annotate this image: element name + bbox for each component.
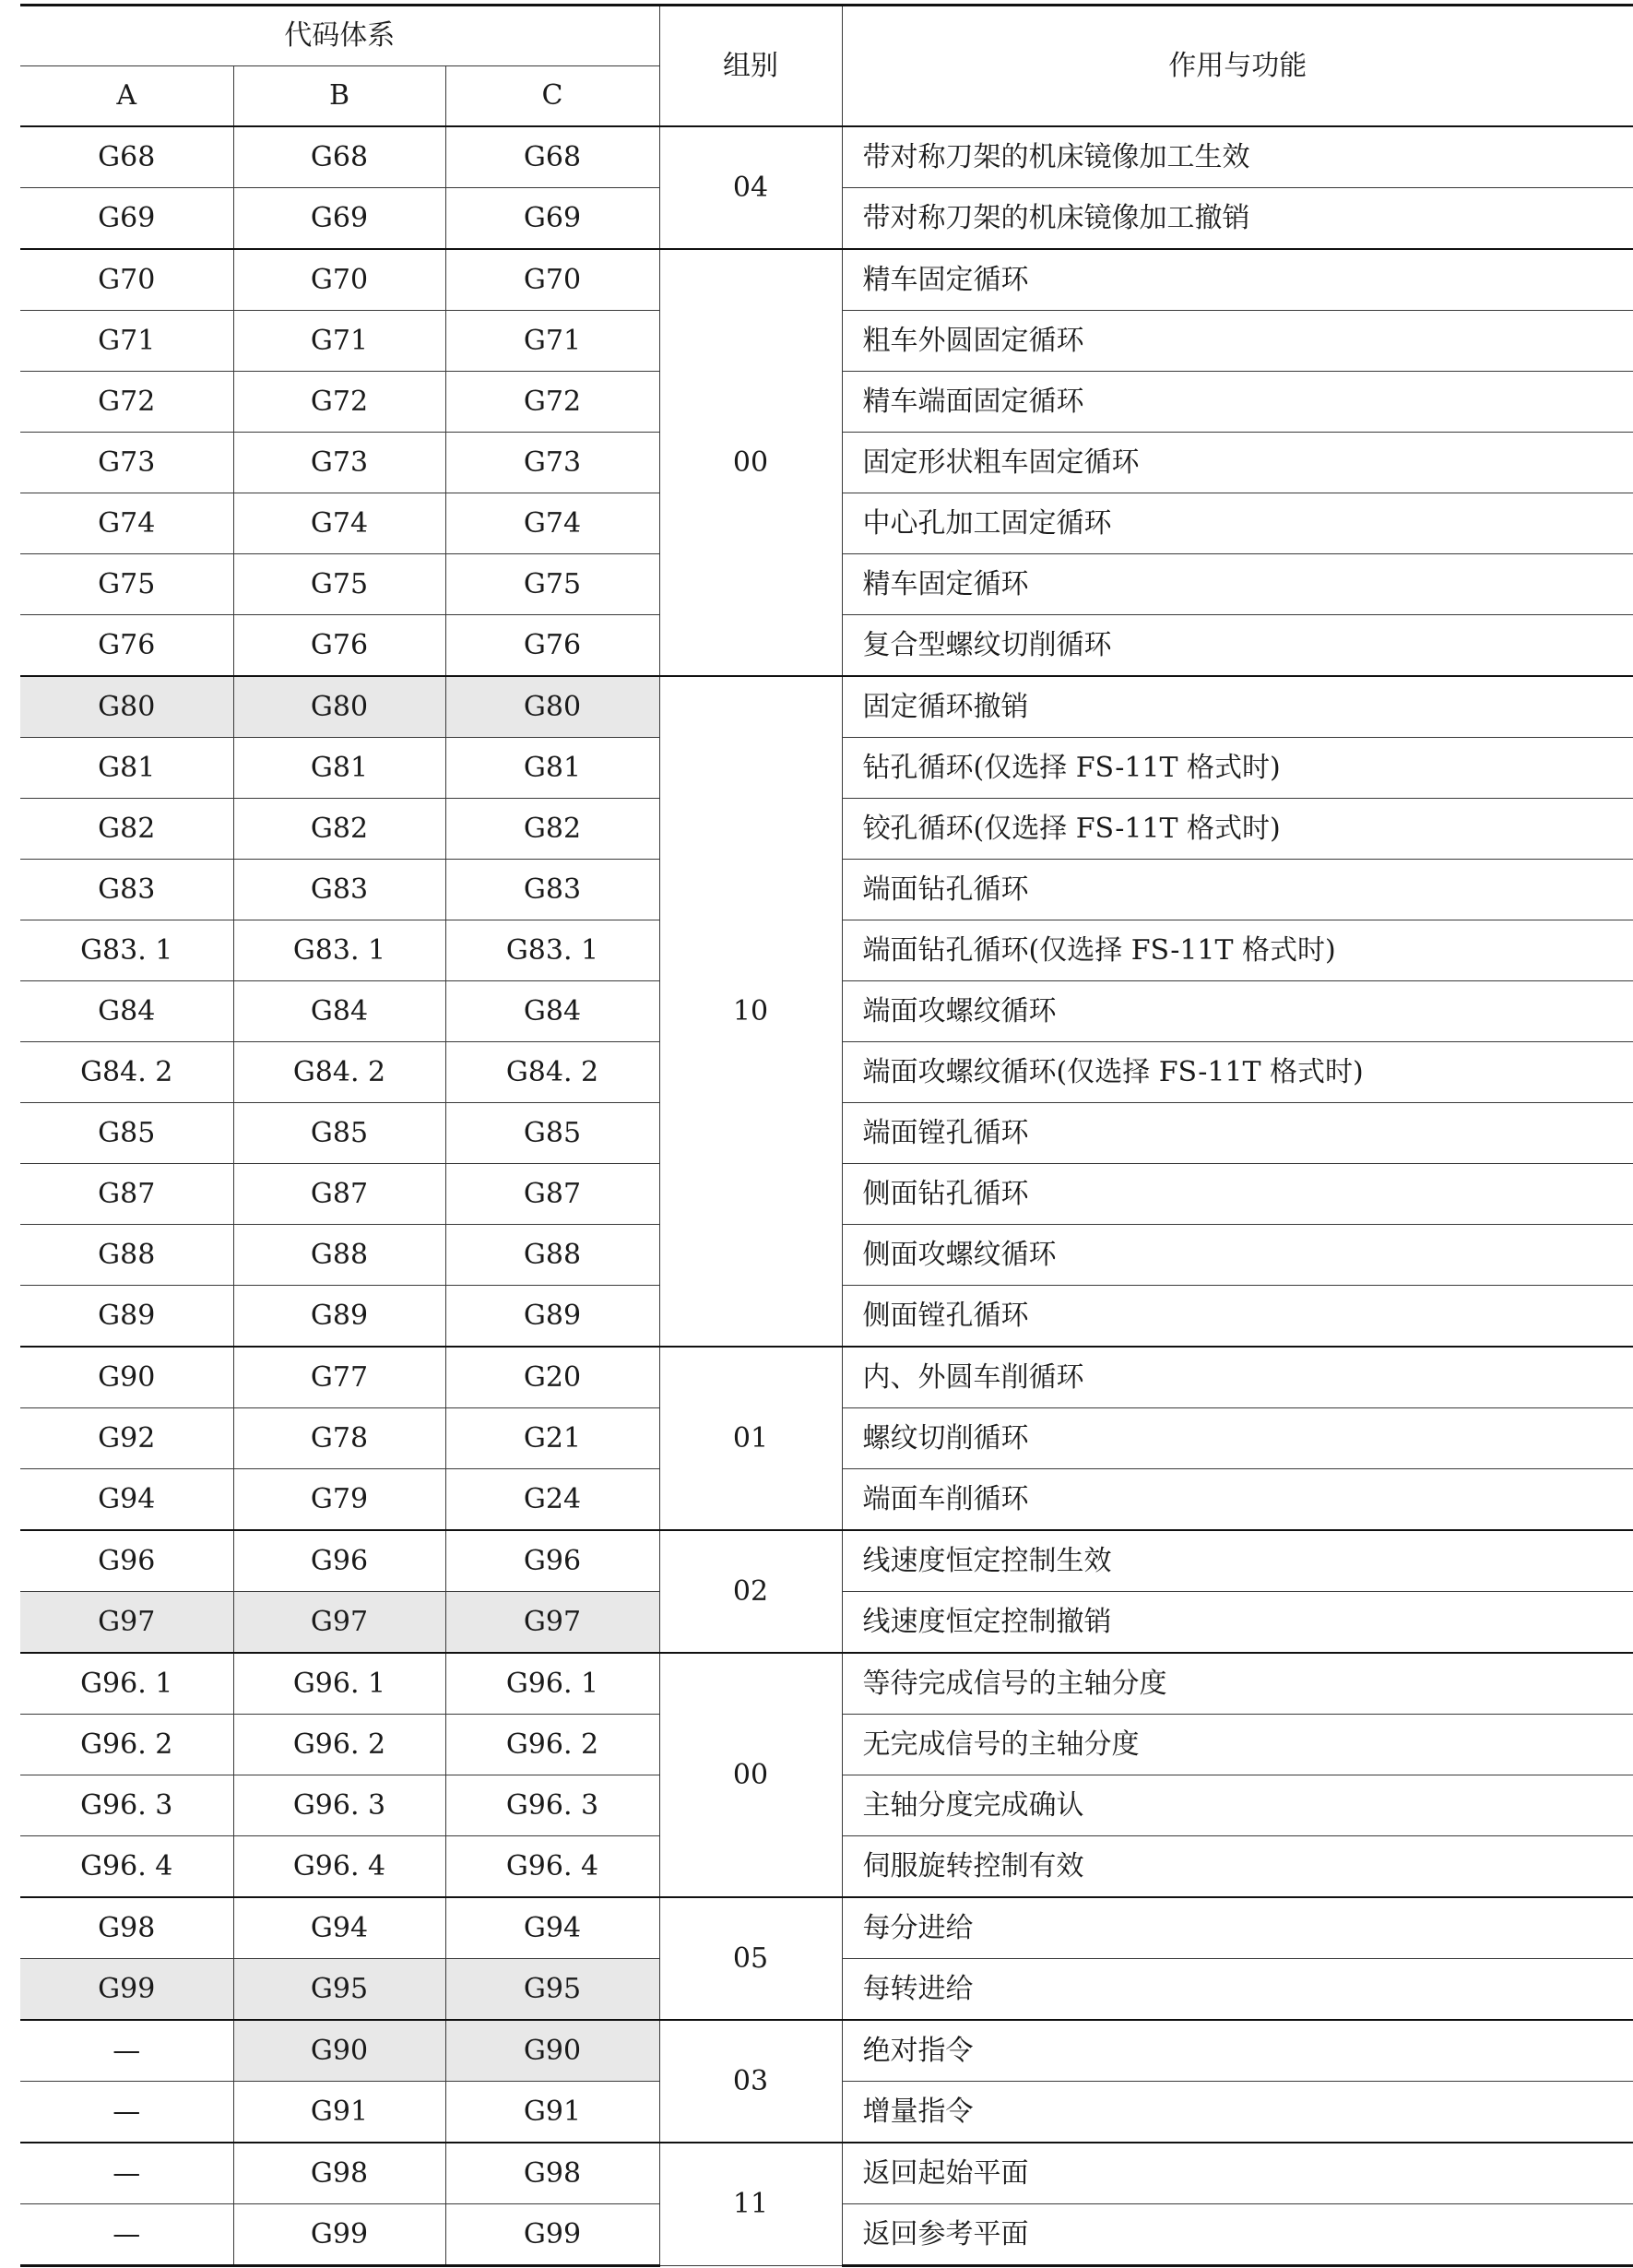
code-a-cell: G70	[20, 249, 233, 311]
code-c-cell: G96. 4	[445, 1836, 659, 1898]
code-a-cell: G98	[20, 1897, 233, 1959]
group-block	[20, 2020, 1633, 2143]
code-c-cell: G20	[445, 1347, 659, 1408]
code-a-cell: G96. 1	[20, 1653, 233, 1715]
code-a-cell: G69	[20, 188, 233, 250]
code-a-cell: —	[20, 2020, 233, 2082]
code-system-header: 代码体系	[20, 6, 659, 66]
code-a-cell: —	[20, 2082, 233, 2143]
code-b-cell: G89	[233, 1286, 445, 1348]
code-c-cell: G85	[445, 1103, 659, 1164]
code-c-cell: G96. 2	[445, 1715, 659, 1775]
code-c-cell: G75	[445, 554, 659, 615]
code-c-cell: G96	[445, 1530, 659, 1592]
function-cell: 钻孔循环(仅选择 FS-11T 格式时)	[842, 738, 1633, 799]
function-cell: 侧面攻螺纹循环	[842, 1225, 1633, 1286]
code-a-cell: G96. 2	[20, 1715, 233, 1775]
group-cell: 11	[659, 2143, 842, 2266]
code-a-cell: G94	[20, 1469, 233, 1531]
code-b-cell: G77	[233, 1347, 445, 1408]
column-c-header: C	[445, 66, 659, 127]
function-cell: 端面攻螺纹循环	[842, 981, 1633, 1042]
code-a-cell: G92	[20, 1408, 233, 1469]
group-cell: 03	[659, 2020, 842, 2143]
group-block	[20, 1653, 1633, 1897]
code-b-cell: G91	[233, 2082, 445, 2143]
group-block	[20, 1347, 1633, 1530]
function-cell: 中心孔加工固定循环	[842, 493, 1633, 554]
function-cell: 粗车外圆固定循环	[842, 311, 1633, 372]
code-c-cell: G76	[445, 615, 659, 677]
function-cell: 精车端面固定循环	[842, 372, 1633, 433]
code-b-cell: G97	[233, 1592, 445, 1654]
code-c-cell: G97	[445, 1592, 659, 1654]
code-b-cell: G98	[233, 2143, 445, 2204]
function-cell: 精车固定循环	[842, 554, 1633, 615]
function-cell: 每转进给	[842, 1959, 1633, 2021]
group-cell: 00	[659, 249, 842, 676]
code-c-cell: G73	[445, 433, 659, 493]
function-cell: 返回起始平面	[842, 2143, 1633, 2204]
function-cell: 端面攻螺纹循环(仅选择 FS-11T 格式时)	[842, 1042, 1633, 1103]
function-cell: 绝对指令	[842, 2020, 1633, 2082]
group-block	[20, 2143, 1633, 2266]
code-c-cell: G71	[445, 311, 659, 372]
code-b-cell: G96. 1	[233, 1653, 445, 1715]
code-b-cell: G85	[233, 1103, 445, 1164]
function-cell: 侧面镗孔循环	[842, 1286, 1633, 1348]
function-cell: 主轴分度完成确认	[842, 1775, 1633, 1836]
code-a-cell: G82	[20, 799, 233, 860]
table-row	[20, 2143, 1633, 2204]
group-header: 组别	[659, 6, 842, 127]
function-cell: 伺服旋转控制有效	[842, 1836, 1633, 1898]
function-cell: 返回参考平面	[842, 2204, 1633, 2266]
function-cell: 端面镗孔循环	[842, 1103, 1633, 1164]
code-b-cell: G80	[233, 676, 445, 738]
code-b-cell: G87	[233, 1164, 445, 1225]
code-a-cell: G72	[20, 372, 233, 433]
code-b-cell: G75	[233, 554, 445, 615]
table-row	[20, 1897, 1633, 1959]
code-a-cell: G76	[20, 615, 233, 677]
code-b-cell: G81	[233, 738, 445, 799]
function-cell: 精车固定循环	[842, 249, 1633, 311]
code-c-cell: G81	[445, 738, 659, 799]
code-a-cell: G88	[20, 1225, 233, 1286]
group-block	[20, 249, 1633, 676]
table-row	[20, 1530, 1633, 1592]
code-c-cell: G24	[445, 1469, 659, 1531]
code-b-cell: G71	[233, 311, 445, 372]
function-cell: 端面钻孔循环(仅选择 FS-11T 格式时)	[842, 920, 1633, 981]
code-b-cell: G84. 2	[233, 1042, 445, 1103]
code-c-cell: G84. 2	[445, 1042, 659, 1103]
function-cell: 每分进给	[842, 1897, 1633, 1959]
code-c-cell: G95	[445, 1959, 659, 2021]
code-a-cell: G81	[20, 738, 233, 799]
code-c-cell: G90	[445, 2020, 659, 2082]
code-b-cell: G96. 2	[233, 1715, 445, 1775]
table-row	[20, 126, 1633, 188]
function-cell: 铰孔循环(仅选择 FS-11T 格式时)	[842, 799, 1633, 860]
table-header	[20, 6, 1633, 127]
code-a-cell: G96. 3	[20, 1775, 233, 1836]
code-c-cell: G87	[445, 1164, 659, 1225]
code-a-cell: G89	[20, 1286, 233, 1348]
gcode-table	[20, 4, 1633, 2267]
code-a-cell: G97	[20, 1592, 233, 1654]
function-header: 作用与功能	[842, 6, 1633, 127]
code-a-cell: G85	[20, 1103, 233, 1164]
code-b-cell: G83. 1	[233, 920, 445, 981]
group-cell: 02	[659, 1530, 842, 1653]
function-cell: 固定形状粗车固定循环	[842, 433, 1633, 493]
code-b-cell: G69	[233, 188, 445, 250]
code-c-cell: G21	[445, 1408, 659, 1469]
code-b-cell: G96	[233, 1530, 445, 1592]
group-cell: 10	[659, 676, 842, 1347]
code-b-cell: G72	[233, 372, 445, 433]
code-a-cell: G71	[20, 311, 233, 372]
group-cell: 01	[659, 1347, 842, 1530]
code-c-cell: G98	[445, 2143, 659, 2204]
function-cell: 等待完成信号的主轴分度	[842, 1653, 1633, 1715]
code-c-cell: G69	[445, 188, 659, 250]
function-cell: 侧面钻孔循环	[842, 1164, 1633, 1225]
function-cell: 端面车削循环	[842, 1469, 1633, 1531]
group-cell: 04	[659, 126, 842, 249]
code-a-cell: G96. 4	[20, 1836, 233, 1898]
code-b-cell: G96. 4	[233, 1836, 445, 1898]
code-b-cell: G73	[233, 433, 445, 493]
code-a-cell: G87	[20, 1164, 233, 1225]
table-row	[20, 249, 1633, 311]
code-b-cell: G96. 3	[233, 1775, 445, 1836]
group-cell: 05	[659, 1897, 842, 2020]
group-cell: 00	[659, 1653, 842, 1897]
code-a-cell: —	[20, 2204, 233, 2266]
code-a-cell: G75	[20, 554, 233, 615]
code-c-cell: G80	[445, 676, 659, 738]
group-block	[20, 126, 1633, 249]
code-c-cell: G70	[445, 249, 659, 311]
code-b-cell: G99	[233, 2204, 445, 2266]
function-cell: 螺纹切削循环	[842, 1408, 1633, 1469]
code-c-cell: G83. 1	[445, 920, 659, 981]
function-cell: 固定循环撤销	[842, 676, 1633, 738]
code-a-cell: G83	[20, 860, 233, 920]
code-a-cell: G68	[20, 126, 233, 188]
code-c-cell: G96. 3	[445, 1775, 659, 1836]
code-b-cell: G79	[233, 1469, 445, 1531]
code-c-cell: G96. 1	[445, 1653, 659, 1715]
function-cell: 内、外圆车削循环	[842, 1347, 1633, 1408]
code-c-cell: G74	[445, 493, 659, 554]
code-a-cell: G74	[20, 493, 233, 554]
table-row	[20, 1347, 1633, 1408]
code-a-cell: G84	[20, 981, 233, 1042]
group-block	[20, 676, 1633, 1347]
code-b-cell: G88	[233, 1225, 445, 1286]
code-a-cell: G80	[20, 676, 233, 738]
code-c-cell: G72	[445, 372, 659, 433]
code-b-cell: G95	[233, 1959, 445, 2021]
function-cell: 线速度恒定控制撤销	[842, 1592, 1633, 1654]
group-block	[20, 1530, 1633, 1653]
code-c-cell: G99	[445, 2204, 659, 2266]
group-block	[20, 1897, 1633, 2020]
code-a-cell: G96	[20, 1530, 233, 1592]
table-row	[20, 676, 1633, 738]
code-a-cell: G90	[20, 1347, 233, 1408]
code-c-cell: G88	[445, 1225, 659, 1286]
function-cell: 带对称刀架的机床镜像加工撤销	[842, 188, 1633, 250]
code-c-cell: G83	[445, 860, 659, 920]
column-b-header: B	[233, 66, 445, 127]
code-a-cell: —	[20, 2143, 233, 2204]
code-b-cell: G94	[233, 1897, 445, 1959]
table-row	[20, 1653, 1633, 1715]
function-cell: 线速度恒定控制生效	[842, 1530, 1633, 1592]
code-c-cell: G89	[445, 1286, 659, 1348]
function-cell: 端面钻孔循环	[842, 860, 1633, 920]
code-a-cell: G83. 1	[20, 920, 233, 981]
code-b-cell: G83	[233, 860, 445, 920]
code-b-cell: G74	[233, 493, 445, 554]
code-c-cell: G68	[445, 126, 659, 188]
code-c-cell: G91	[445, 2082, 659, 2143]
code-a-cell: G84. 2	[20, 1042, 233, 1103]
code-b-cell: G68	[233, 126, 445, 188]
code-a-cell: G99	[20, 1959, 233, 2021]
function-cell: 复合型螺纹切削循环	[842, 615, 1633, 677]
code-a-cell: G73	[20, 433, 233, 493]
function-cell: 带对称刀架的机床镜像加工生效	[842, 126, 1633, 188]
code-b-cell: G90	[233, 2020, 445, 2082]
column-a-header: A	[20, 66, 233, 127]
table-row	[20, 2020, 1633, 2082]
code-b-cell: G82	[233, 799, 445, 860]
function-cell: 增量指令	[842, 2082, 1633, 2143]
code-b-cell: G84	[233, 981, 445, 1042]
code-b-cell: G78	[233, 1408, 445, 1469]
code-b-cell: G76	[233, 615, 445, 677]
code-c-cell: G82	[445, 799, 659, 860]
code-c-cell: G84	[445, 981, 659, 1042]
function-cell: 无完成信号的主轴分度	[842, 1715, 1633, 1775]
code-b-cell: G70	[233, 249, 445, 311]
code-c-cell: G94	[445, 1897, 659, 1959]
